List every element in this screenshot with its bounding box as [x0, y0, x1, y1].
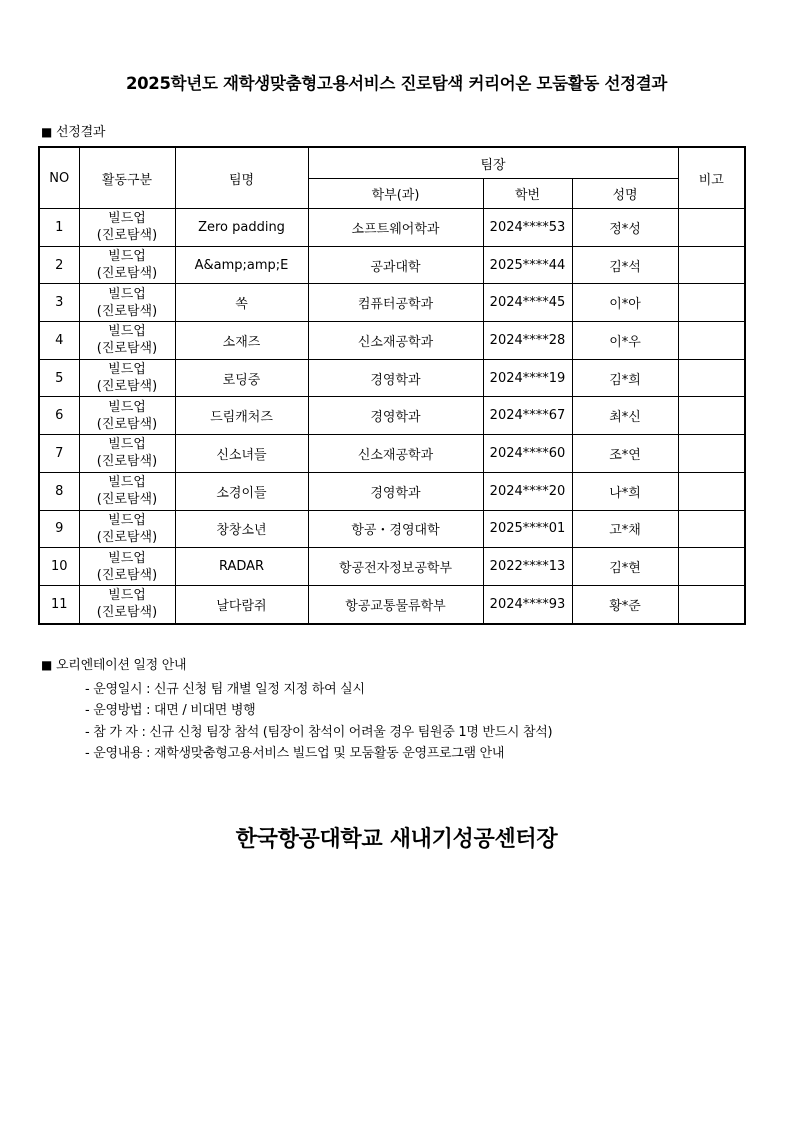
cell-no: 3	[39, 284, 79, 322]
cell-no: 7	[39, 435, 79, 473]
cell-team-name: 쏙	[175, 284, 308, 322]
table-row	[39, 435, 745, 473]
document-title: 2025학년도 재학생맞춤형고용서비스 진로탐색 커리어온 모둠활동 선정결과	[125, 74, 668, 93]
cell-department: 항공전자정보공학부	[308, 548, 483, 586]
header-name: 성명	[572, 179, 678, 209]
table-row	[39, 585, 745, 623]
cell-department: 신소재공학과	[308, 435, 483, 473]
cell-category	[79, 246, 175, 284]
cell-category	[79, 209, 175, 247]
issuer-signature: 한국항공대학교 새내기성공센터장	[235, 827, 558, 852]
cell-department: 컴퓨터공학과	[308, 284, 483, 322]
table-row	[39, 510, 745, 548]
table-body	[39, 209, 745, 624]
category-line: 빌드업	[108, 437, 146, 453]
header-team-name: 팀명	[175, 147, 308, 209]
category-line: 빌드업	[108, 588, 146, 604]
table-row	[39, 397, 745, 435]
cell-name: 김*현	[572, 548, 678, 586]
cell-team-name: 날다람쥐	[175, 585, 308, 623]
cell-no: 9	[39, 510, 79, 548]
cell-name: 조*연	[572, 435, 678, 473]
cell-student-id: 2024****53	[483, 209, 572, 247]
cell-note	[678, 359, 745, 397]
cell-note	[678, 510, 745, 548]
table-row	[39, 246, 745, 284]
table-row	[39, 359, 745, 397]
cell-category	[79, 510, 175, 548]
cell-department: 신소재공학과	[308, 322, 483, 360]
category-line: 빌드업	[108, 324, 146, 340]
cell-name: 김*석	[572, 246, 678, 284]
cell-student-id: 2024****19	[483, 359, 572, 397]
cell-no: 10	[39, 548, 79, 586]
header-department: 학부(과)	[308, 179, 483, 209]
cell-department: 경영학과	[308, 472, 483, 510]
cell-department: 경영학과	[308, 359, 483, 397]
category-sub-line: (진로탐색)	[96, 303, 158, 319]
cell-no: 1	[39, 209, 79, 247]
header-student-id: 학번	[483, 179, 572, 209]
cell-no: 5	[39, 359, 79, 397]
category-line: 빌드업	[108, 475, 146, 491]
cell-category	[79, 472, 175, 510]
cell-student-id: 2024****60	[483, 435, 572, 473]
cell-category	[79, 585, 175, 623]
table-row	[39, 284, 745, 322]
header-note: 비고	[678, 147, 745, 209]
cell-student-id: 2025****01	[483, 510, 572, 548]
table-row	[39, 209, 745, 247]
section-label: 오리엔테이션 일정 안내	[56, 658, 187, 673]
list-item: - 운영방법 : 대면 / 비대면 병행	[85, 703, 256, 719]
category-sub-line: (진로탐색)	[96, 416, 158, 432]
cell-name: 나*희	[572, 472, 678, 510]
cell-note	[678, 585, 745, 623]
orientation-info-list	[85, 679, 552, 764]
cell-no: 6	[39, 397, 79, 435]
cell-student-id: 2024****20	[483, 472, 572, 510]
cell-category	[79, 322, 175, 360]
cell-note	[678, 246, 745, 284]
cell-team-name: 로딩중	[175, 359, 308, 397]
cell-department: 소프트웨어학과	[308, 209, 483, 247]
cell-student-id: 2024****45	[483, 284, 572, 322]
cell-name: 정*성	[572, 209, 678, 247]
category-line: 빌드업	[108, 399, 146, 415]
cell-team-name: 소경이들	[175, 472, 308, 510]
cell-note	[678, 435, 745, 473]
category-sub-line: (진로탐색)	[96, 266, 158, 282]
cell-team-name: 신소녀들	[175, 435, 308, 473]
header-no: NO	[39, 147, 79, 209]
cell-team-name: RADAR	[175, 548, 308, 586]
cell-name: 이*아	[572, 284, 678, 322]
cell-note	[678, 397, 745, 435]
cell-department: 항공・경영대학	[308, 510, 483, 548]
section-label: 선정결과	[56, 125, 106, 140]
section-heading-orientation	[41, 654, 186, 673]
cell-team-name: 드림캐처즈	[175, 397, 308, 435]
table-row	[39, 548, 745, 586]
cell-team-name: 창창소년	[175, 510, 308, 548]
cell-no: 8	[39, 472, 79, 510]
category-sub-line: (진로탐색)	[96, 379, 158, 395]
cell-category	[79, 397, 175, 435]
cell-name: 황*준	[572, 585, 678, 623]
cell-note	[678, 284, 745, 322]
cell-team-name: Zero padding	[175, 209, 308, 247]
list-item: - 운영내용 : 재학생맞춤형고용서비스 빌드업 및 모둠활동 운영프로그램 안내	[85, 745, 505, 761]
square-bullet-icon: ■	[41, 658, 53, 672]
cell-category	[79, 284, 175, 322]
category-line: 빌드업	[108, 512, 146, 528]
cell-note	[678, 322, 745, 360]
category-line: 빌드업	[108, 286, 146, 302]
category-line: 빌드업	[108, 249, 146, 265]
cell-category	[79, 435, 175, 473]
cell-student-id: 2024****67	[483, 397, 572, 435]
cell-student-id: 2024****28	[483, 322, 572, 360]
cell-no: 4	[39, 322, 79, 360]
cell-note	[678, 548, 745, 586]
category-sub-line: (진로탐색)	[96, 492, 158, 508]
cell-department: 경영학과	[308, 397, 483, 435]
category-line: 빌드업	[108, 362, 146, 378]
section-heading-result	[41, 121, 105, 140]
cell-student-id: 2022****13	[483, 548, 572, 586]
list-item: - 참 가 자 : 신규 신청 팀장 참석 (팀장이 참석이 어려울 경우 팀원중 1명 반드시 참석)	[85, 724, 553, 740]
cell-name: 고*채	[572, 510, 678, 548]
cell-department: 항공교통물류학부	[308, 585, 483, 623]
cell-category	[79, 359, 175, 397]
cell-name: 이*우	[572, 322, 678, 360]
category-line: 빌드업	[108, 211, 146, 227]
cell-note	[678, 472, 745, 510]
category-line: 빌드업	[108, 550, 146, 566]
cell-name: 김*희	[572, 359, 678, 397]
cell-name: 최*신	[572, 397, 678, 435]
category-sub-line: (진로탐색)	[96, 605, 158, 621]
category-sub-line: (진로탐색)	[96, 529, 158, 545]
category-sub-line: (진로탐색)	[96, 228, 158, 244]
cell-student-id: 2024****93	[483, 585, 572, 623]
square-bullet-icon: ■	[41, 125, 53, 139]
cell-team-name: A&amp;amp;E	[175, 246, 308, 284]
category-sub-line: (진로탐색)	[96, 454, 158, 470]
cell-department: 공과대학	[308, 246, 483, 284]
category-sub-line: (진로탐색)	[96, 341, 158, 357]
cell-no: 11	[39, 585, 79, 623]
table-row	[39, 322, 745, 360]
selection-result-table	[38, 146, 746, 625]
cell-no: 2	[39, 246, 79, 284]
cell-category	[79, 548, 175, 586]
cell-team-name: 소재즈	[175, 322, 308, 360]
list-item: - 운영일시 : 신규 신청 팀 개별 일정 지정 하여 실시	[85, 682, 365, 697]
category-sub-line: (진로탐색)	[96, 567, 158, 583]
cell-note	[678, 209, 745, 247]
cell-student-id: 2025****44	[483, 246, 572, 284]
table-row	[39, 472, 745, 510]
header-team-leader: 팀장	[308, 147, 678, 179]
header-category: 활동구분	[79, 147, 175, 209]
